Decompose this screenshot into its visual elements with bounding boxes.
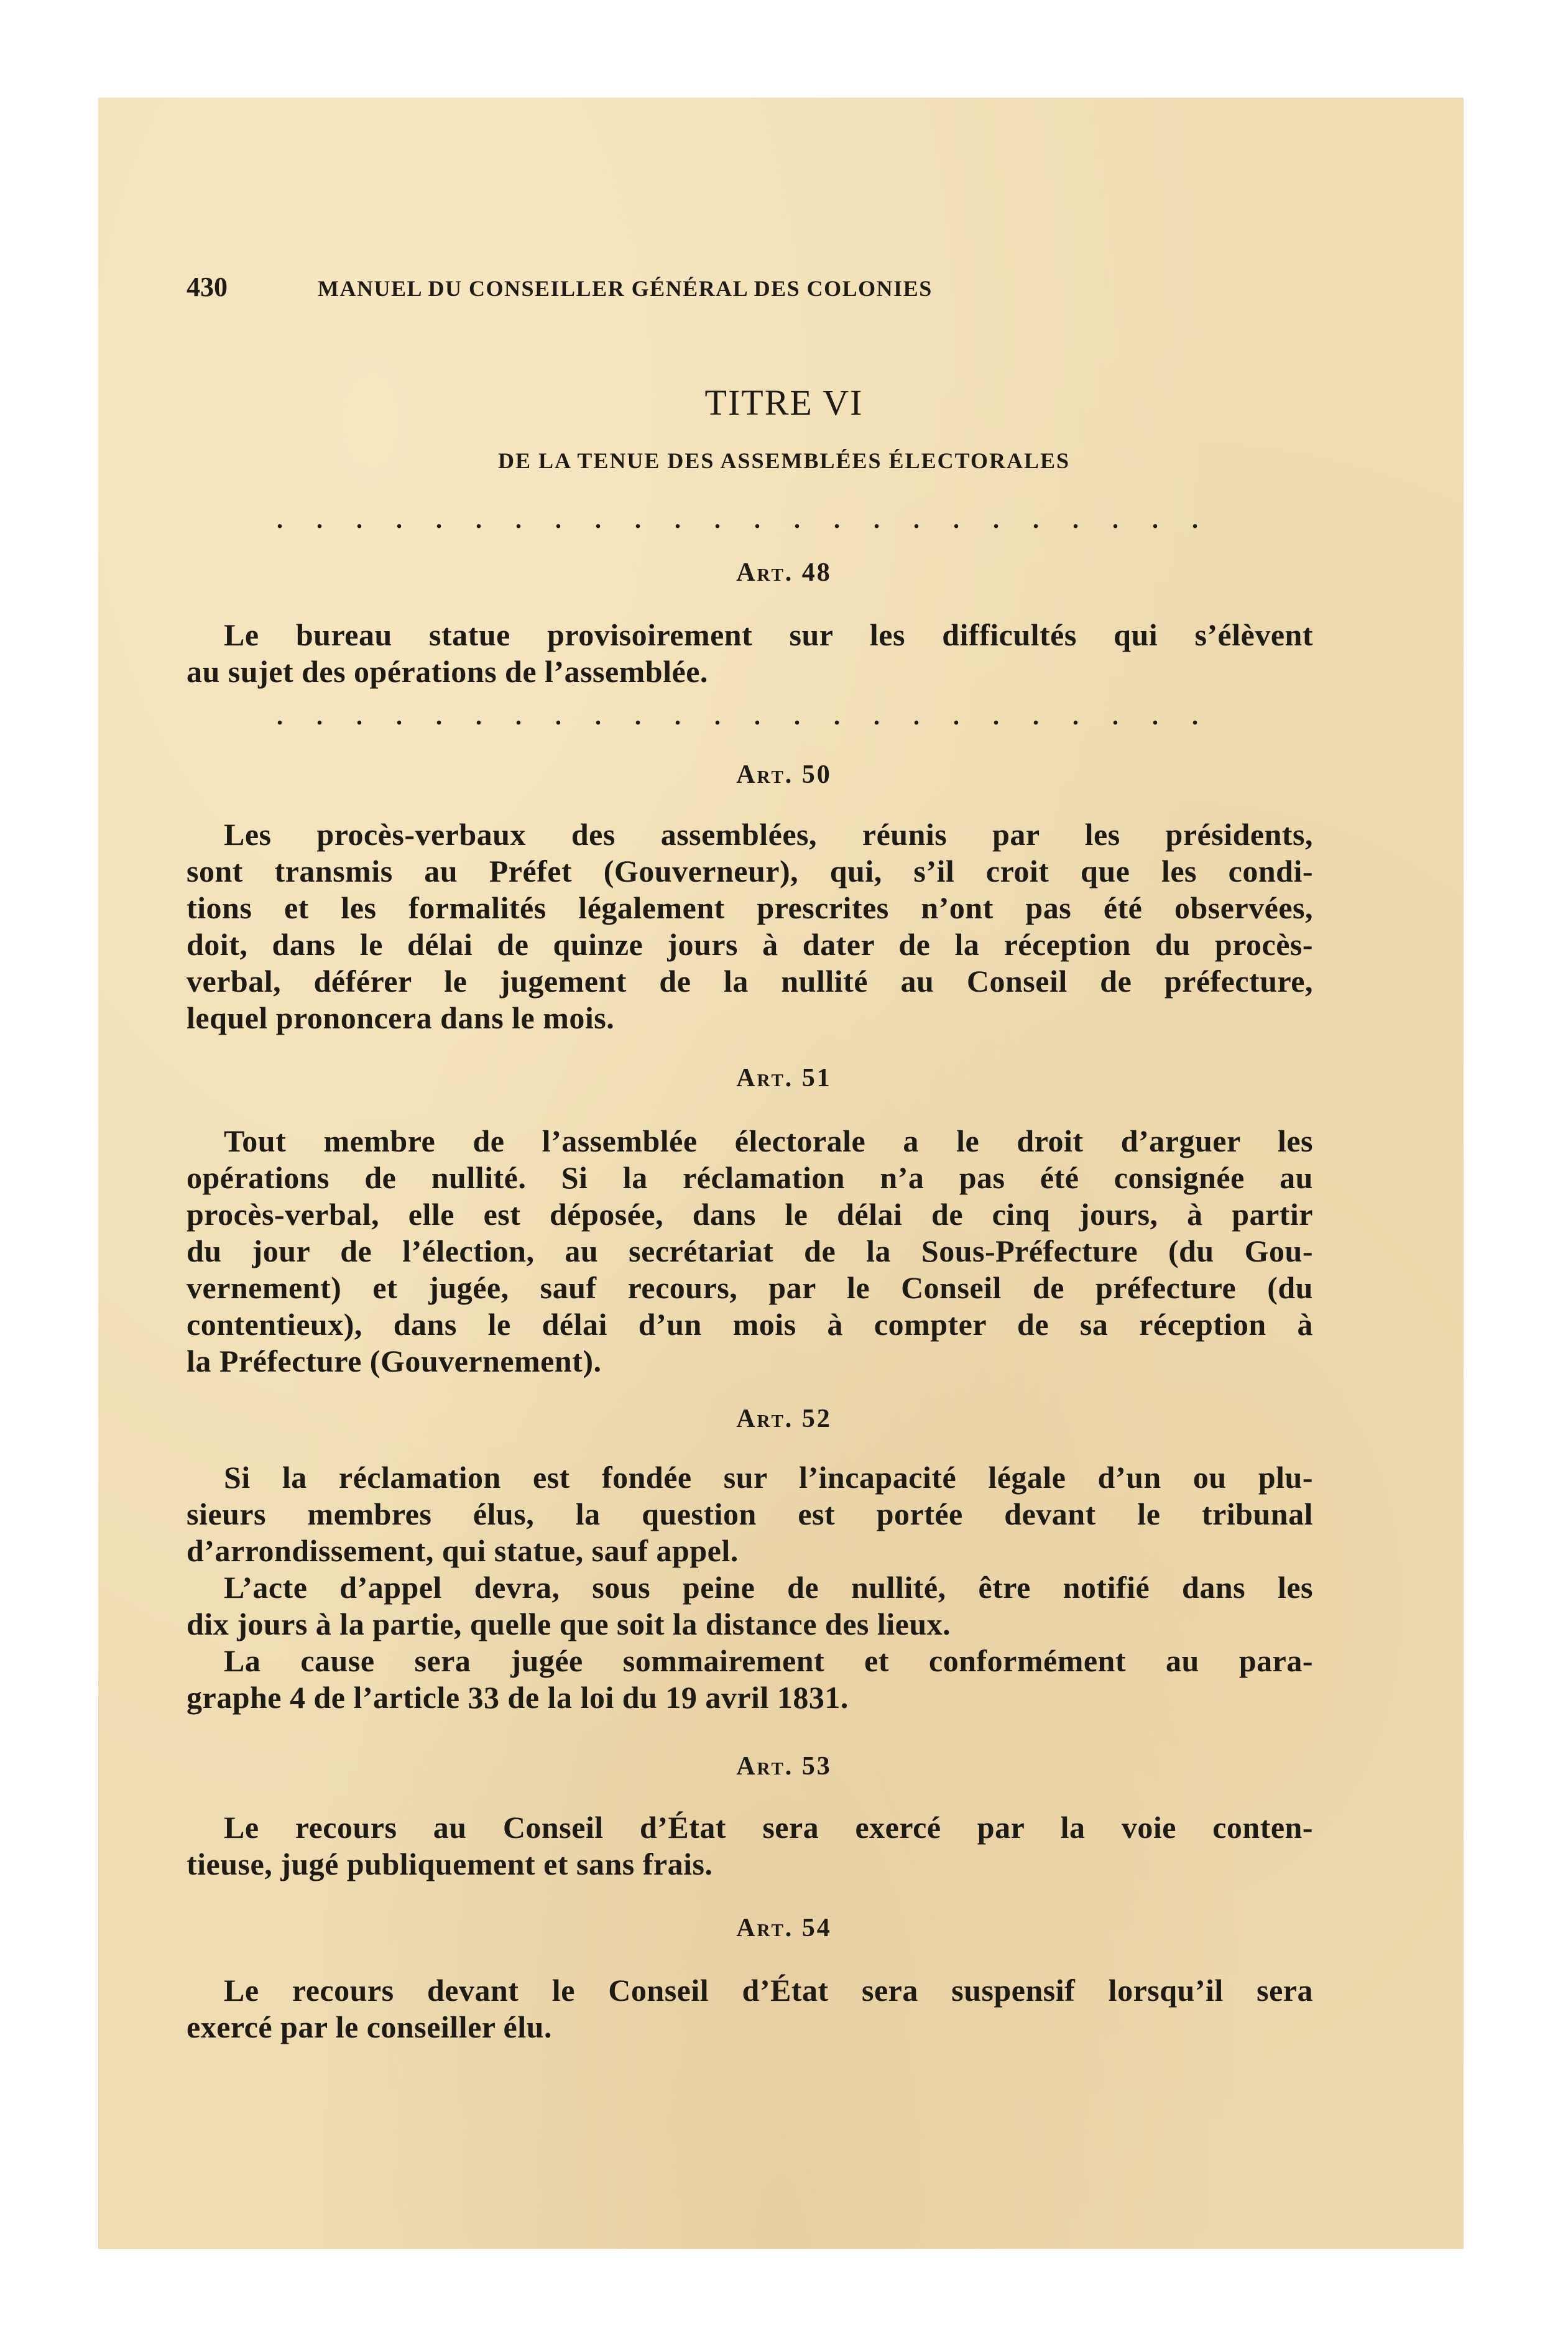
article-body-52 [187, 1459, 1313, 1716]
text-line: verbal, déférer le jugement de la nullité au Conseil de préfecture, [187, 964, 1313, 999]
text-line: opérations de nullité. Si la réclamation n’a pas été consignée au [187, 1160, 1313, 1195]
text-line: dix jours à la partie, quelle que soit la distance des lieux. [187, 1607, 951, 1641]
article-body-53 [187, 1809, 1313, 1883]
article-heading-53: Art. 53 [736, 1752, 832, 1781]
text-line: procès-verbal, elle est déposée, dans le délai de cinq jours, à partir [187, 1197, 1313, 1232]
article-heading-48: Art. 48 [736, 558, 832, 587]
article-body-50 [187, 816, 1313, 1036]
text-line: La cause sera jugée sommairement et conformément au para- [224, 1643, 1313, 1678]
article-body-51 [187, 1123, 1313, 1380]
text-line: tions et les formalités légalement prescrites n’ont pas été observées, [187, 890, 1313, 925]
text-line: Le recours au Conseil d’État sera exercé par la voie conten- [224, 1810, 1313, 1845]
ellipsis-separator: ........................ [277, 505, 1232, 533]
article-heading-52: Art. 52 [736, 1405, 832, 1433]
article-body-54 [187, 1972, 1313, 2046]
article-heading-51: Art. 51 [736, 1064, 832, 1092]
text-line: Le bureau statue provisoirement sur les difficultés qui s’élèvent [224, 617, 1313, 652]
text-line: du jour de l’élection, au secrétariat de la Sous-Préfecture (du Gou- [187, 1234, 1313, 1268]
text-line: sieurs membres élus, la question est portée devant le tribunal [187, 1497, 1313, 1531]
text-line: Tout membre de l’assemblée électorale a le droit d’arguer les [224, 1124, 1313, 1158]
text-line: graphe 4 de l’article 33 de la loi du 19 avril 1831. [187, 1680, 849, 1715]
section-subtitle: DE LA TENUE DES ASSEMBLÉES ÉLECTORALES [498, 448, 1070, 473]
ellipsis-separator: ........................ [277, 702, 1232, 730]
text-line: tieuse, jugé publiquement et sans frais. [187, 1847, 713, 1881]
running-title: MANUEL DU CONSEILLER GÉNÉRAL DES COLONIES [318, 276, 933, 301]
article-heading-50: Art. 50 [736, 760, 832, 789]
text-line: Si la réclamation est fondée sur l’incapacité légale d’un ou plu- [224, 1460, 1313, 1495]
article-body-48 [187, 617, 1313, 690]
text-line: exercé par le conseiller élu. [187, 2010, 552, 2044]
page-number: 430 [187, 272, 228, 302]
running-header [187, 271, 1119, 303]
text-line: contentieux), dans le délai d’un mois à compter de sa réception à [187, 1307, 1313, 1342]
text-line: la Préfecture (Gouvernement). [187, 1344, 602, 1378]
text-line: Le recours devant le Conseil d’État sera suspensif lorsqu’il sera [224, 1973, 1313, 2008]
article-heading-54: Art. 54 [736, 1914, 832, 1942]
text-line: sont transmis au Préfet (Gouverneur), qui, s’il croit que les condi- [187, 854, 1313, 888]
text-line: doit, dans le délai de quinze jours à dater de la réception du procès- [187, 927, 1313, 962]
text-line: vernement) et jugée, sauf recours, par le Conseil de préfecture (du [187, 1270, 1313, 1305]
text-line: d’arrondissement, qui statue, sauf appel. [187, 1533, 739, 1568]
text-line: Les procès-verbaux des assemblées, réunis par les présidents, [224, 817, 1313, 852]
text-line: L’acte d’appel devra, sous peine de nullité, être notifié dans les [224, 1570, 1313, 1605]
text-line: lequel prononcera dans le mois. [187, 1000, 615, 1035]
text-line: au sujet des opérations de l’assemblée. [187, 654, 708, 689]
section-title: TITRE VI [704, 382, 864, 423]
